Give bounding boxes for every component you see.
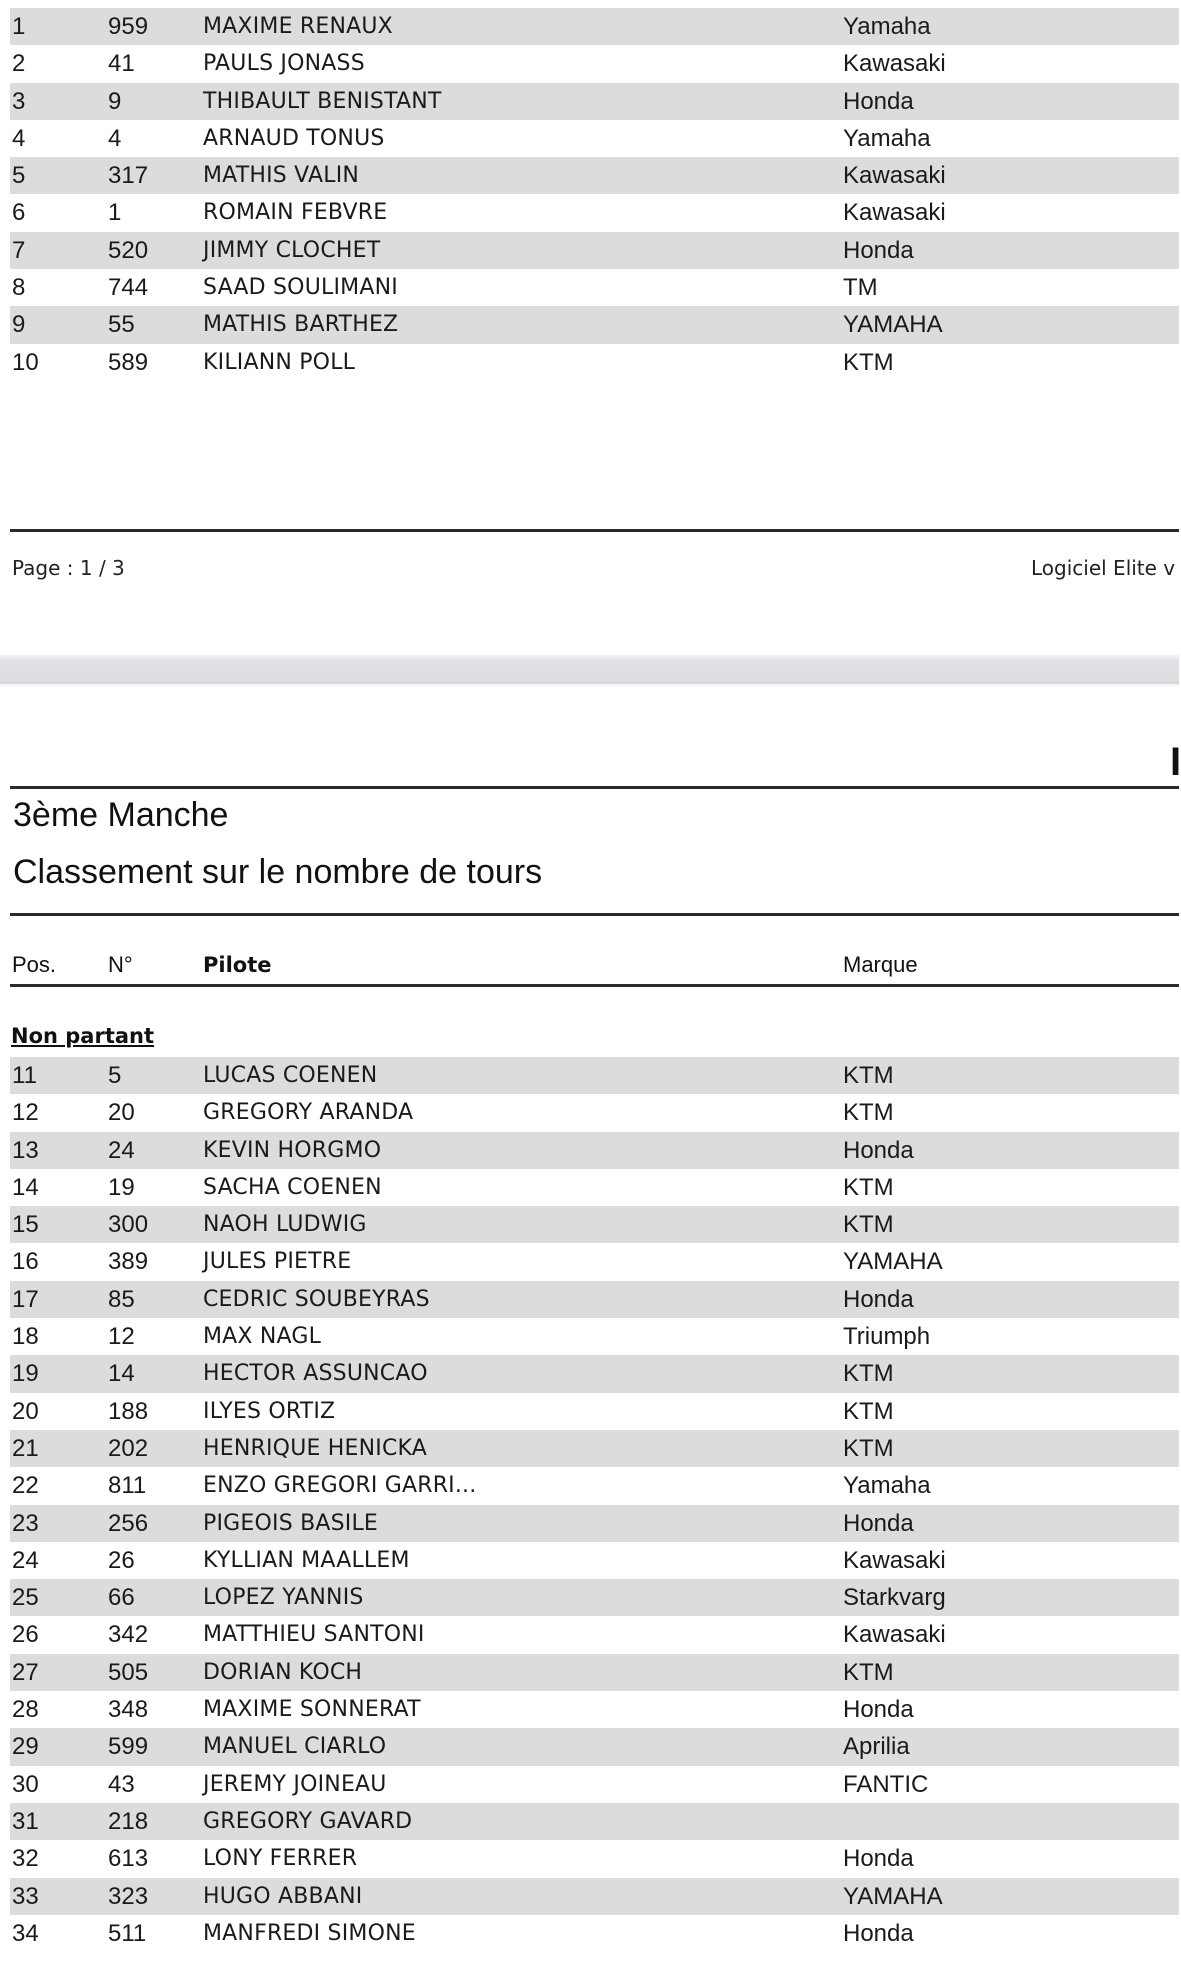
bib-number-cell: 218 — [108, 1807, 149, 1835]
pilot-name-cell: JEREMY JOINEAU — [203, 1771, 387, 1797]
table-row — [10, 1766, 1179, 1803]
brand-cell: Yamaha — [843, 13, 931, 40]
bib-number-cell: 389 — [108, 1248, 149, 1276]
table-row — [10, 1542, 1179, 1579]
table-row — [10, 1728, 1179, 1765]
table-row — [10, 1840, 1179, 1877]
pilot-name-cell: HUGO ABBANI — [203, 1883, 363, 1909]
results-page-1 — [0, 0, 1179, 655]
pilot-name-cell: ROMAIN FEBVRE — [203, 200, 388, 226]
section-label-non-starters: Non partant — [11, 1024, 155, 1048]
bib-number-cell: 323 — [108, 1882, 149, 1910]
bib-number-cell: 9 — [108, 87, 122, 115]
bib-number-cell: 14 — [108, 1360, 135, 1388]
pilot-name-cell: KILIANN POLL — [203, 349, 356, 375]
position-cell: 9 — [12, 311, 26, 339]
position-cell: 30 — [12, 1770, 39, 1798]
pilot-name-cell: KEVIN HORGMO — [203, 1137, 382, 1163]
position-cell: 8 — [12, 274, 26, 302]
position-cell: 14 — [12, 1173, 39, 1201]
pilot-name-cell: DORIAN KOCH — [203, 1659, 363, 1685]
table-row — [10, 1505, 1179, 1542]
table-row — [10, 1355, 1179, 1392]
position-cell: 2 — [12, 50, 26, 78]
brand-cell: Kawasaki — [843, 1546, 946, 1574]
position-cell: 21 — [12, 1434, 39, 1462]
position-cell: 12 — [12, 1099, 39, 1127]
bib-number-cell: 26 — [108, 1546, 135, 1574]
position-cell: 23 — [12, 1509, 39, 1537]
table-row — [10, 1467, 1179, 1504]
page-number-label: Page : 1 / 3 — [12, 556, 125, 580]
bib-number-cell: 19 — [108, 1173, 135, 1201]
table-row — [10, 1654, 1179, 1691]
position-cell: 11 — [12, 1062, 37, 1089]
header-rule-mid — [10, 913, 1179, 916]
race-title: 3ème Manche — [13, 796, 229, 834]
table-row — [10, 1616, 1179, 1653]
brand-cell: KTM — [843, 1360, 894, 1388]
brand-cell: KTM — [843, 1658, 894, 1686]
pilot-name-cell: LONY FERRER — [203, 1846, 358, 1872]
brand-cell: Kawasaki — [843, 162, 946, 190]
position-cell: 10 — [12, 348, 39, 376]
bib-number-cell: 41 — [108, 50, 135, 78]
brand-cell: TM — [843, 274, 878, 302]
bib-number-cell: 20 — [108, 1099, 135, 1127]
bib-number-cell: 24 — [108, 1136, 135, 1164]
table-row — [10, 83, 1179, 120]
bib-number-cell: 342 — [108, 1621, 149, 1649]
brand-cell: YAMAHA — [843, 1882, 943, 1910]
pilot-name-cell: ENZO GREGORI GARRI... — [203, 1473, 477, 1499]
position-cell: 31 — [12, 1807, 39, 1835]
software-credit: Logiciel Elite v — [1031, 556, 1176, 580]
pilot-name-cell: HECTOR ASSUNCAO — [203, 1361, 428, 1387]
brand-cell: Honda — [843, 87, 914, 115]
bib-number-cell: 4 — [108, 124, 122, 152]
brand-cell: Starkvarg — [843, 1584, 946, 1612]
position-cell: 7 — [12, 236, 26, 264]
pilot-name-cell: MAXIME SONNERAT — [203, 1697, 421, 1723]
position-cell: 15 — [12, 1211, 39, 1239]
bib-number-cell: 43 — [108, 1770, 135, 1798]
pilot-name-cell: CEDRIC SOUBEYRAS — [203, 1286, 430, 1312]
brand-cell: KTM — [843, 1062, 894, 1089]
bib-number-cell: 5 — [108, 1062, 122, 1089]
table-row — [10, 1243, 1179, 1280]
brand-cell: KTM — [843, 1434, 894, 1462]
brand-cell: FANTIC — [843, 1770, 929, 1798]
pilot-name-cell: LOPEZ YANNIS — [203, 1585, 364, 1611]
pilot-name-cell: MAX NAGL — [203, 1324, 322, 1350]
bib-number-cell: 85 — [108, 1285, 135, 1313]
position-cell: 26 — [12, 1621, 39, 1649]
pilot-name-cell: MANUEL CIARLO — [203, 1734, 387, 1760]
brand-cell: Honda — [843, 1509, 914, 1537]
bib-number-cell: 744 — [108, 274, 149, 302]
bib-number-cell: 599 — [108, 1733, 149, 1761]
pilot-name-cell: ARNAUD TONUS — [203, 125, 385, 151]
bib-number-cell: 66 — [108, 1584, 135, 1612]
table-row — [10, 1915, 1179, 1952]
pilot-name-cell: SACHA COENEN — [203, 1174, 382, 1200]
table-row — [10, 1393, 1179, 1430]
bib-number-cell: 959 — [108, 13, 149, 40]
table-row — [10, 8, 1179, 45]
table-row — [10, 1057, 1179, 1094]
pilot-name-cell: PIGEOIS BASILE — [203, 1510, 379, 1536]
results-table-page-2 — [10, 1057, 1179, 1952]
position-cell: 34 — [12, 1919, 39, 1947]
table-row — [10, 1803, 1179, 1840]
brand-cell: Kawasaki — [843, 199, 946, 227]
pilot-name-cell: THIBAULT BENISTANT — [203, 88, 442, 114]
table-row — [10, 1281, 1179, 1318]
position-cell: 20 — [12, 1397, 39, 1425]
header-rule-top — [10, 786, 1179, 789]
page-separator — [0, 655, 1179, 686]
table-row — [10, 306, 1179, 343]
table-row — [10, 269, 1179, 306]
column-header-brand: Marque — [843, 952, 918, 977]
table-row — [10, 1878, 1179, 1915]
table-row — [10, 1206, 1179, 1243]
table-row — [10, 232, 1179, 269]
table-row — [10, 1094, 1179, 1131]
column-header-rule — [10, 984, 1179, 987]
brand-cell: YAMAHA — [843, 1248, 943, 1276]
table-row — [10, 194, 1179, 231]
brand-cell: Triumph — [843, 1323, 931, 1351]
brand-cell: Honda — [843, 1696, 914, 1724]
results-table-page-1 — [10, 8, 1179, 381]
table-row — [10, 1579, 1179, 1616]
bib-number-cell: 55 — [108, 311, 135, 339]
footer-rule — [10, 529, 1179, 532]
pilot-name-cell: MANFREDI SIMONE — [203, 1920, 416, 1946]
bib-number-cell: 613 — [108, 1845, 149, 1873]
pilot-name-cell: SAAD SOULIMANI — [203, 275, 398, 301]
pilot-name-cell: MATHIS BARTHEZ — [203, 312, 399, 338]
pilot-name-cell: MAXIME RENAUX — [203, 14, 393, 39]
position-cell: 22 — [12, 1472, 39, 1500]
pilot-name-cell: HENRIQUE HENICKA — [203, 1435, 428, 1461]
bib-number-cell: 589 — [108, 348, 149, 376]
bib-number-cell: 317 — [108, 162, 149, 190]
position-cell: 32 — [12, 1845, 39, 1873]
brand-cell: KTM — [843, 348, 894, 376]
brand-cell: Honda — [843, 236, 914, 264]
position-cell: 27 — [12, 1658, 39, 1686]
page-header-cut-text: I — [1170, 740, 1181, 784]
table-row — [10, 1169, 1179, 1206]
position-cell: 18 — [12, 1323, 39, 1351]
position-cell: 24 — [12, 1546, 39, 1574]
bib-number-cell: 520 — [108, 236, 149, 264]
column-header-pos: Pos. — [12, 952, 57, 977]
bib-number-cell: 12 — [108, 1323, 135, 1351]
position-cell: 6 — [12, 199, 26, 227]
pilot-name-cell: JIMMY CLOCHET — [203, 237, 381, 263]
bib-number-cell: 188 — [108, 1397, 149, 1425]
pilot-name-cell: GREGORY GAVARD — [203, 1808, 413, 1834]
table-row — [10, 344, 1179, 381]
brand-cell: KTM — [843, 1211, 894, 1239]
position-cell: 17 — [12, 1285, 39, 1313]
table-row — [10, 1430, 1179, 1467]
column-header-pilot: Pilote — [203, 953, 272, 977]
bib-number-cell: 811 — [108, 1472, 147, 1500]
pilot-name-cell: LUCAS COENEN — [203, 1063, 378, 1088]
bib-number-cell: 505 — [108, 1658, 149, 1686]
position-cell: 4 — [12, 124, 26, 152]
position-cell: 28 — [12, 1696, 39, 1724]
bib-number-cell: 1 — [108, 199, 122, 227]
brand-cell: KTM — [843, 1173, 894, 1201]
brand-cell: Kawasaki — [843, 50, 946, 78]
brand-cell: Honda — [843, 1285, 914, 1313]
position-cell: 16 — [12, 1248, 39, 1276]
position-cell: 1 — [12, 13, 26, 40]
pilot-name-cell: KYLLIAN MAALLEM — [203, 1547, 410, 1573]
bib-number-cell: 300 — [108, 1211, 149, 1239]
table-row — [10, 1691, 1179, 1728]
pilot-name-cell: MATHIS VALIN — [203, 163, 360, 189]
brand-cell: Aprilia — [843, 1733, 910, 1761]
column-header-number: N° — [108, 952, 133, 977]
pilot-name-cell: JULES PIETRE — [203, 1249, 352, 1275]
brand-cell: Kawasaki — [843, 1621, 946, 1649]
bib-number-cell: 511 — [108, 1919, 147, 1947]
position-cell: 19 — [12, 1360, 39, 1388]
position-cell: 5 — [12, 162, 26, 190]
position-cell: 3 — [12, 87, 26, 115]
brand-cell: YAMAHA — [843, 311, 943, 339]
brand-cell: Yamaha — [843, 124, 931, 152]
brand-cell: KTM — [843, 1099, 894, 1127]
bib-number-cell: 256 — [108, 1509, 149, 1537]
table-row — [10, 1132, 1179, 1169]
position-cell: 33 — [12, 1882, 39, 1910]
brand-cell: Honda — [843, 1845, 914, 1873]
pilot-name-cell: MATTHIEU SANTONI — [203, 1622, 425, 1648]
brand-cell: Honda — [843, 1136, 914, 1164]
bib-number-cell: 348 — [108, 1696, 149, 1724]
table-row — [10, 45, 1179, 82]
pilot-name-cell: PAULS JONASS — [203, 51, 365, 77]
table-row — [10, 120, 1179, 157]
table-row — [10, 157, 1179, 194]
bib-number-cell: 202 — [108, 1434, 149, 1462]
position-cell: 13 — [12, 1136, 39, 1164]
position-cell: 25 — [12, 1584, 39, 1612]
ranking-title: Classement sur le nombre de tours — [13, 853, 543, 891]
table-row — [10, 1318, 1179, 1355]
pilot-name-cell: ILYES ORTIZ — [203, 1398, 336, 1424]
pilot-name-cell: NAOH LUDWIG — [203, 1212, 367, 1238]
brand-cell: KTM — [843, 1397, 894, 1425]
brand-cell: Honda — [843, 1919, 914, 1947]
brand-cell: Yamaha — [843, 1472, 931, 1500]
position-cell: 29 — [12, 1733, 39, 1761]
pilot-name-cell: GREGORY ARANDA — [203, 1100, 414, 1126]
